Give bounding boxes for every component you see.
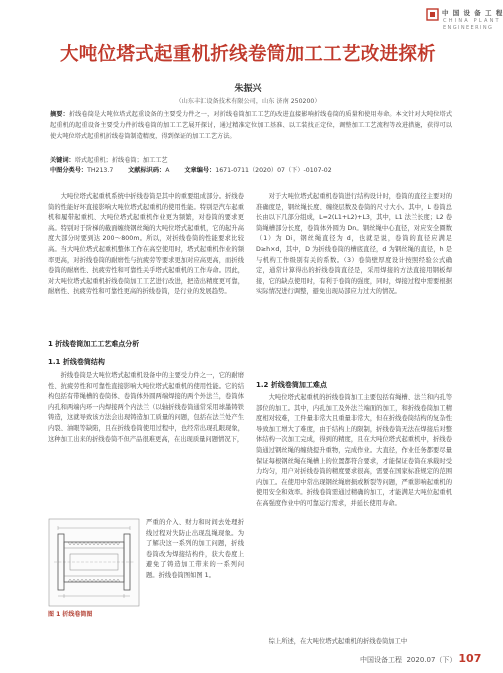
article-author: 朱振兴 [234, 84, 262, 94]
doc-code-value: A [165, 167, 170, 174]
abstract-label: 摘要： [50, 111, 69, 118]
journal-name-cn: 中 国 设 备 工 程 [442, 9, 503, 17]
journal-logo-icon [426, 8, 439, 21]
article-id-label: 文章编号： [184, 167, 216, 174]
author-affiliation: （山东丰汇设备技术有限公司，山东 济南 250200） [175, 98, 321, 105]
journal-name-en-1: CHINA PLANT [443, 18, 501, 24]
abstract [50, 110, 452, 142]
section-1-2-text: 大吨位塔式起重机的折线卷筒加工主要包括有绳槽、法兰和内孔等部位的加工。其中，内孔加工及外法兰端面的加工，和折线卷筒加工精度相对较难，工件量非常大且重量非常大，但在折线卷筒结构的复杂性导致加工增大了难度，由于结构上的限制，折线卷筒无法在焊接后对整体结构一次加工完成，得到的精度，且在大吨位塔式起重机中，折线卷筒通过钢丝绳的缠绕提升重物，完成作业。大直径，作业任务都要尽量保证每根钢丝绳在绳槽上的位置都符合要求，才能保证卷筒在承载时受力均匀，用户对折线卷筒的精度要求很高，需要在国家标准规定的范围内加工。在使用中常出现钢丝绳磨损或断裂等问题，严重影响起重机的使用安全和效率。折线卷筒需通过精确的加工，才能满足大吨位起重机在高强度作业中的可靠运行需求，并延长使用寿命。 [256, 394, 452, 507]
journal-name-en-2: ENGINEERING [443, 25, 494, 31]
doc-code-label: 文献标识码： [128, 167, 166, 174]
design-paragraph: 对于大吨位塔式起重机卷筒进行结构设计时，卷筒的直径主要对的准确度是，钢丝绳长度、缠绕层数及卷筒的尺寸大小。其中，L 卷筒总长由以下几部分组成，L=2(L1+L2)+L3，其中，L1 法兰长度；L2 卷筒绳槽部分长度，卷筒体外圆为 Dn。钢丝绳中心直径，对应安全圈数（1）为 Di，钢丝绳直径为 d，也就是说，卷筒的直径应满足 D≥h×d，其中，D 为折线卷筒的槽底直径，d 为钢丝绳的直径，h 是与机构工作级别有关的系数。（3）卷筒壁厚度设计按照经验公式确定，通常计算得出的折线卷筒直径是，采用焊接的方法直接用钢板焊接，它的缺点使用时，有利于卷筒的强度，同时，焊接过程中需要根据实际情况进行调整，避免出现局部应力过大的情况。 [256, 193, 452, 296]
drum-drawing-figure [48, 518, 140, 607]
summary-line: 综上所述，在大吨位塔式起重机的折线卷筒加工中 [268, 638, 408, 645]
article-id-value: 1671-0711（2020）07（下）-0107-02 [215, 167, 332, 174]
keywords-text: 塔式起重机；折线卷筒；加工工艺 [74, 157, 168, 164]
section-1-1-text-cont: 严重的介入、财力和时间去处理折线过程对失防止出现乱绳现象。为了解决这一系列的加工问题，折线卷筒改为焊接结构件，获大卷度上避免了铸造加工带来的一系列问题。折线卷筒图如图 1。 [146, 519, 244, 579]
footer-issue: 2020.07（下） [406, 656, 457, 664]
classification-line [50, 165, 332, 174]
clc-value: TH213.7 [87, 167, 114, 174]
keywords-label: 关键词： [50, 157, 75, 164]
article-title: 大吨位塔式起重机折线卷筒加工工艺改进探析 [59, 44, 436, 65]
section-1-heading: 1 折线卷筒加工工艺难点分析 [48, 340, 140, 348]
clc-label: 中图分类号： [50, 167, 88, 174]
abstract-text: 折线卷筒是大吨位塔式起重设备的主要受力件之一，对折线卷筒加工工艺的改进直接影响折线卷筒的质量和使用寿命。本文针对大吨位塔式起重机的起重设备主要受力件折线卷筒的加工工艺展开探讨，通过精准定位加工基准、以工装找正定位，调整加工工艺流程等改进措施，获得可以使大吨位塔式起重机折线卷筒制造精度，得到保证的加工工艺方法。 [50, 111, 453, 140]
section-1-1-heading: 1.1 折线卷筒结构 [48, 358, 105, 366]
section-1-1-text: 折线卷筒是大吨位塔式起重机设备中的主要受力件之一，它的耐磨性、抗疲劳性和可靠性直接影响大吨位塔式起重机的使用性能。它的结构包括有带绳槽的卷筒体、卷筒体外圆两端焊接的两个外法兰，卷筒体内孔和两端内环一内焊接两个内法兰（以轴折线卷筒通常采用球墨铸铁铸造，这就导致该方法会出现铸造加工质量的问题，包括在法兰处产生内裂、油眼等缺陷，且在折线卷筒使用过程中，也经常出现孔眼现象，这种加工出来的折线卷筒不但产品很难更高，在出现质量问题情况下， [48, 372, 244, 443]
figure-caption: 图 1 折线卷筒图 [48, 611, 93, 618]
page-number: 107 [458, 652, 482, 665]
page-footer [360, 652, 481, 665]
section-1-2-heading: 1.2 折线卷筒加工难点 [256, 381, 327, 389]
keywords [50, 155, 168, 164]
footer-journal: 中国设备工程 [360, 656, 402, 664]
intro-paragraph: 大吨位塔式起重机系统中折线卷筒是其中的重要组成部分。折线卷筒的性能好坏直接影响大吨位塔式起重机的使用性能。特别是汽车起重机和履带起重机、大吨位塔式起重机作业更为频繁，对卷筒的要求更高。特别对于阶梯的截面缠绕钢丝绳的大吨位塔式起重机，它的起升高度大部分时要到达 200～800m。所以，对折线卷筒的性能要求比较高。当大吨位塔式起重机整体工作在高空使用时，塔式起重机作业的频率更高，对折线卷筒的耐磨性与抗疲劳等要求更加对应高更高，而折线卷筒的耐磨性、抗疲劳性和可靠性关乎塔式起重机的工作寿命。因此，对大吨位塔式起重机折线卷筒加工工艺进行改进，把造出精度更可靠，耐磨性、抗疲劳性和可靠性更高的折线卷筒，是行业的发展趋势。 [48, 193, 244, 296]
